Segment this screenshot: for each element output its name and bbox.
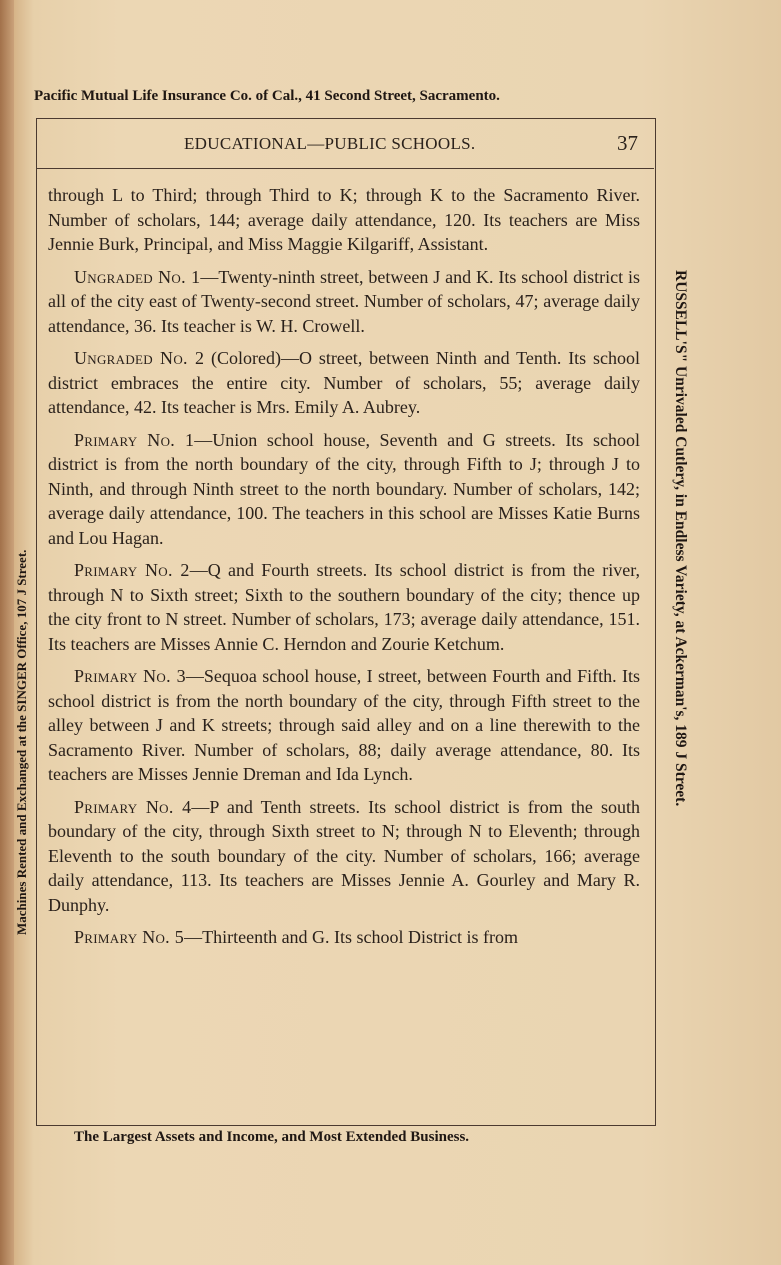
right-margin-ad-text: RUSSELL'S" Unrivaled Cutlery, in Endless Variety, at Ackerman's, 189 J Street. xyxy=(672,270,689,807)
school-label: Primary No. 3 xyxy=(74,666,186,686)
paragraph-text: —Thirteenth and G. Its school District is from xyxy=(184,927,519,947)
paragraph-primary-3 xyxy=(48,664,640,787)
paragraph-ungraded-1 xyxy=(48,265,640,339)
footer-advertisement: The Largest Assets and Income, and Most Extended Business. xyxy=(74,1129,470,1145)
paragraph-text: —Q and Fourth streets. Its school district is from the river, through N to Sixth street; Sixth to the southern boundary of the city; thence up the city front to N street. Number of scholars, 173; average daily attendance, 151. Its teachers are Misses Annie C. Herndon and Zourie Ketchum. xyxy=(48,560,640,654)
page-spine-shadow xyxy=(0,0,14,1265)
paragraph-ungraded-2 xyxy=(48,346,640,420)
left-margin-ad-text: Machines Rented and Exchanged at the SINGER Office, 107 J Street. xyxy=(14,549,29,935)
paragraph-continuation xyxy=(48,183,640,257)
header-advertisement: Pacific Mutual Life Insurance Co. of Cal., 41 Second Street, Sacramento. xyxy=(34,88,500,104)
school-label: Ungraded No. 1 xyxy=(74,266,201,287)
paragraph-primary-5 xyxy=(48,925,640,950)
school-label: Primary No. 1 xyxy=(74,429,195,450)
paragraph-primary-1 xyxy=(48,428,640,551)
school-label: Primary No. 4 xyxy=(74,796,192,817)
school-label: Primary No. 2 xyxy=(74,560,190,580)
paragraph-primary-4 xyxy=(48,795,640,918)
paragraph-primary-2 xyxy=(48,558,640,656)
paragraph-text: through L to Third; through Third to K; through K to the Sacramento River. Number of scholars, 144; average daily attendance, 120. Its teachers are Miss Jennie Burk, Principal, and Miss Maggie Kilgariff, Assistant. xyxy=(48,185,640,254)
running-head-title: EDUCATIONAL—PUBLIC SCHOOLS. xyxy=(184,134,476,153)
page-number: 37 xyxy=(617,131,638,155)
school-label: Primary No. 5 xyxy=(74,927,185,947)
running-head xyxy=(36,130,654,169)
right-margin-advertisement xyxy=(665,270,693,1000)
body-text xyxy=(48,183,640,958)
paragraph-text: (Colored)—O street, between Ninth and Tenth. Its school district embraces the entire city. Number of scholars, 55; average daily attendance, 42. Its teacher is Mrs. Emily A. Aubrey. xyxy=(48,348,640,417)
paragraph-text: —Twenty-ninth street, between J and K. Its school district is all of the city east of Twenty-second street. Number of scholars, 47; average daily attendance, 36. Its teacher is W. H. Crowell. xyxy=(48,266,640,336)
paragraph-text: —Sequoa school house, I street, between Fourth and Fifth. Its school district is from the north boundary of the city, through Fifth street to the alley between J and K streets; through said alley and on a line therewith to the Sacramento River. Number of scholars, 88; daily average attendance, 80. Its teachers are Misses Jennie Dreman and Ida Lynch. xyxy=(48,666,640,784)
left-margin-advertisement xyxy=(14,305,38,935)
paragraph-text: —P and Tenth streets. Its school district is from the south boundary of the city, through Sixth street to N; through N to Eleventh; through Eleventh to the south boundary of the city. Number of scholars, 166; average daily attendance, 113. Its teachers are Misses Jennie A. Gourley and Mary R. Dunphy. xyxy=(48,796,640,915)
school-label: Ungraded No. 2 xyxy=(74,348,205,368)
paragraph-text: —Union school house, Seventh and G streets. Its school district is from the north boundary of the city, through Fifth to J; through J to Ninth, and through Ninth street to the north boundary. Number of scholars, 142; average daily attendance, 100. The teachers in this school are Misses Katie Burns and Lou Hagan. xyxy=(48,429,640,548)
